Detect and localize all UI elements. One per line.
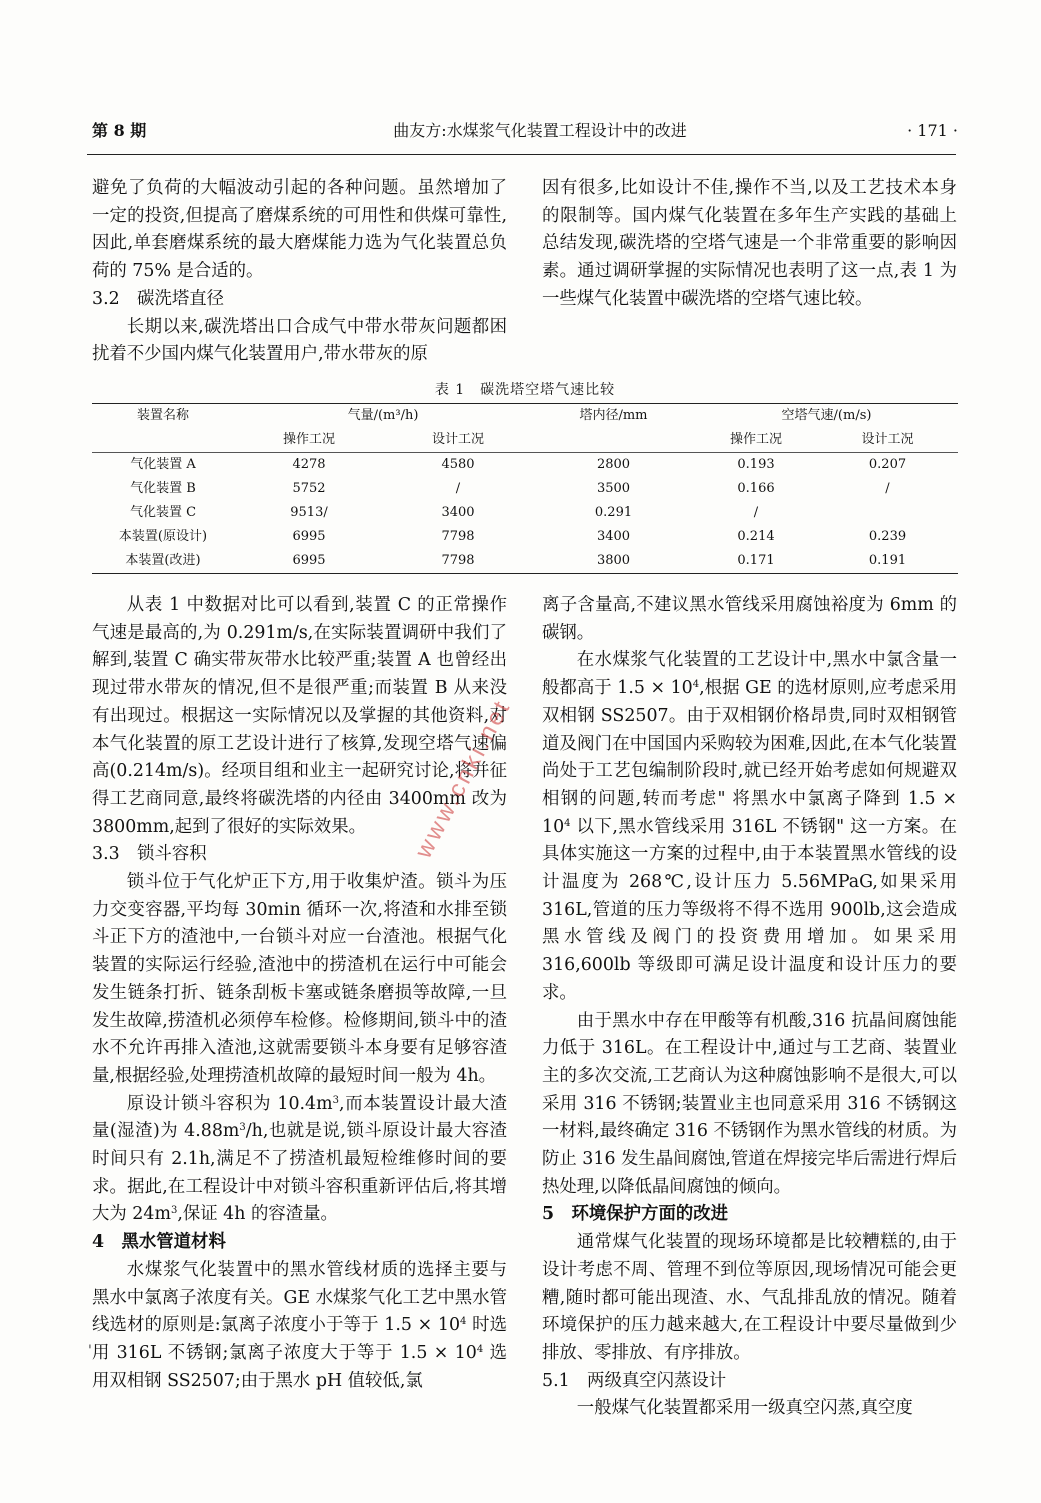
table-cell: 4278: [292, 457, 326, 472]
table-cell: 3400: [441, 505, 475, 520]
paragraph: 长期以来,碳洗塔出口合成气中带水带灰问题都困扰着不少国内煤气化装置用户,带水带灰的原: [92, 316, 507, 365]
table-cell: 0.166: [737, 481, 775, 496]
table-cell: 4580: [441, 457, 475, 472]
table-row: [92, 549, 958, 574]
paragraph: 一般煤气化装置都采用一级真空闪蒸,真空度: [576, 1398, 913, 1419]
table-row: [92, 501, 958, 525]
section-heading-3-3: 3.3 锁斗容积: [92, 844, 207, 865]
paragraph: 离子含量高,不建议黑水管线采用腐蚀裕度为 6mm 的碳钢。: [542, 595, 957, 643]
table-cell: 本装置(原设计): [118, 529, 208, 544]
comparison-table: [92, 403, 958, 574]
table-cell: 0.193: [737, 457, 775, 472]
page-number: · 171 ·: [907, 121, 958, 140]
running-title: 曲友方:水煤浆气化装置工程设计中的改进: [393, 121, 687, 140]
table-cell: 3800: [532, 549, 695, 574]
section-heading-4: 4 黑水管道材料: [92, 1232, 226, 1253]
section-heading-5: 5 环境保护方面的改进: [542, 1204, 729, 1225]
table-cell: 气化装置 C: [129, 505, 197, 520]
table-cell: 7798: [384, 549, 532, 574]
table-cell: 0.171: [695, 549, 817, 574]
table-cell: 0.214: [737, 529, 775, 544]
table-row: [92, 477, 958, 501]
table-cell: 5752: [292, 481, 326, 496]
paragraph: 由于黑水中存在甲酸等有机酸,316 抗晶间腐蚀能力低于 316L。在工程设计中,通过与工艺商、装置业主的多次交流,工艺商认为这种腐蚀影响不是很大,可以采用 316 不锈钢;装置业主也同意采用 316 不锈钢这一材料,最终确定 316 不锈钢作为黑水管线的材质。为防止 316 发生晶间腐蚀,管道在焊接完毕后需进行焊后热处理,以降低晶间腐蚀的倾向。: [542, 1010, 957, 1197]
table-cell: 0.207: [868, 457, 907, 472]
journal-issue: 第 8 期: [92, 121, 147, 140]
paragraph: 避免了负荷的大幅波动引起的各种问题。虽然增加了一定的投资,但提高了磨煤系统的可用性和供煤可靠性,因此,单套磨煤系统的最大磨煤能力选为气化装置总负荷的 75% 是合适的。: [92, 178, 507, 282]
table-header: 塔内径/mm: [532, 404, 695, 429]
table-caption: 表 1 碳洗塔空塔气速比较: [434, 382, 616, 398]
paragraph: 水煤浆气化装置中的黑水管线材质的选择主要与黑水中氯离子浓度有关。GE 水煤浆气化工艺中黑水管线选材的原则是:氯离子浓度小于等于 $1.5 \times 10^4$ 时选用 316L 不锈钢;氯离子浓度大于等于 $1.5 \times 10^4$ 选用双相钢 SS2507;由于黑水 pH 值较低,氯: [92, 1259, 507, 1391]
table-cell: /: [885, 481, 890, 496]
table-cell: 3500: [596, 481, 631, 496]
table-cell: 9513/: [290, 505, 328, 520]
paragraph: 在水煤浆气化装置的工艺设计中,黑水中氯含量一般都高于 $1.5 \times 10^4$,根据 GE 的选材原则,应考虑采用双相钢 SS2507。由于双相钢价格昂贵,同时双相钢管道及阀门在中国国内采购较为困难,因此,在本气化装置尚处于工艺包编制阶段时,就已经开始考虑如何规避双相钢的问题,转而考虑" 将黑水中氯离子降到 $1.5 \times 10^4$ 以下,黑水管线采用 316L 不锈钢" 这一方案。在具体实施这一方案的过程中,由于本装置黑水管线的设计温度为 268℃,设计压力 5.56MPaG,如果采用 316L,管道的压力等级将不得不选用 900lb,这会造成黑水管线及阀门的投资费用增加。如果采用 316,600lb 等级即可满足设计温度和设计压力的要求。: [542, 650, 957, 1003]
table-cell: 本装置(改进): [92, 549, 234, 574]
table-cell: 0.291: [594, 505, 633, 520]
table-cell: 0.239: [868, 529, 907, 544]
table-cell: /: [455, 481, 461, 496]
watermark: www.cnki.net: [410, 694, 517, 863]
table-cell: 6995: [234, 549, 384, 574]
paragraph: 通常煤气化装置的现场环境都是比较糟糕的,由于设计考虑不周、管理不到位等原因,现场情况可能会更糟,随时都可能出现渣、水、气乱排乱放的情况。随着环境保护的压力越来越大,在工程设计中要尽量做到少排放、零排放、有序排放。: [542, 1232, 957, 1363]
paragraph: 因有很多,比如设计不佳,操作不当,以及工艺技术本身的限制等。国内煤气化装置在多年生产实践的基础上总结发现,碳洗塔的空塔气速是一个非常重要的影响因素。通过调研掌握的实际情况也表明了这一点,表 1 为一些煤气化装置中碳洗塔的空塔气速比较。: [542, 178, 957, 309]
table-cell: 0.191: [817, 549, 958, 574]
left-column-bottom: [92, 592, 507, 1395]
table-subheader: 操作工况: [234, 428, 384, 453]
table-row: [92, 525, 958, 549]
paragraph: 原设计锁斗容积为 $10.4m^3$,而本装置设计最大渣量(湿渣)为 $4.88m^3/h$,也就是说,锁斗原设计最大容渣时间只有 2.1h,满足不了捞渣机最短检维修时间的要求。据此,在工程设计中对锁斗容积重新评估后,将其增大为 $24m^3$,保证 4h 的容渣量。: [92, 1093, 507, 1225]
table-subheader: 设计工况: [384, 428, 532, 453]
table-cell: 气化装置 B: [130, 481, 196, 496]
table-subheader-row: [92, 428, 958, 453]
header-rule: [87, 154, 956, 155]
paragraph: 从表 1 中数据对比可以看到,装置 C 的正常操作气速是最高的,为 0.291m/s,在实际装置调研中我们了解到,装置 C 确实带灰带水比较严重;装置 A 也曾经出现过带水带灰的情况,但不是很严重;而装置 B 从来没有出现过。根据这一实际情况以及掌握的其他资料,对本气化装置的原工艺设计进行了核算,发现空塔气速偏高(0.214m/s)。经项目组和业主一起研究讨论,将并征得工艺商同意,最终将碳洗塔的内径由 3400mm 改为 3800mm,起到了很好的实际效果。: [92, 595, 507, 837]
table-subheader: 设计工况: [817, 428, 958, 453]
margin-mark: ': [88, 1343, 92, 1359]
table-cell: 2800: [596, 457, 631, 472]
right-column-top: [542, 175, 957, 314]
table-header: 气量/(m³/h): [234, 404, 532, 429]
left-column-top: [92, 175, 507, 369]
table-cell: 6995: [292, 529, 326, 544]
table-cell: 3400: [596, 529, 631, 544]
table-subheader: 操作工况: [695, 428, 817, 453]
right-column-bottom: [542, 592, 957, 1423]
section-heading-5-1: 5.1 两级真空闪蒸设计: [542, 1370, 727, 1391]
section-heading-3-2: 3.2 碳洗塔直径: [92, 288, 225, 309]
table-cell: [817, 501, 958, 525]
table-cell: /: [753, 505, 759, 520]
paragraph: 锁斗位于气化炉正下方,用于收集炉渣。锁斗为压力交变容器,平均每 30min 循环一次,将渣和水排至锁斗正下方的渣池中,一台锁斗对应一台渣池。根据气化装置的实际运行经验,渣池中的捞渣机在运行中可能会发生链条打折、链条刮板卡塞或链条磨损等故障,一旦发生故障,捞渣机必须停车检修。检修期间,锁斗中的渣水不允许再排入渣池,这就需要锁斗本身要有足够容渣量,根据经验,处理捞渣机故障的最短时间一般为 4h。: [92, 872, 507, 1086]
table-header: 装置名称: [92, 404, 234, 429]
table-cell: 气化装置 A: [130, 457, 196, 472]
table-cell: 7798: [441, 529, 475, 544]
table-row: [92, 453, 958, 478]
table-header-row: [92, 404, 958, 429]
table-header: 空塔气速/(m/s): [695, 404, 958, 429]
